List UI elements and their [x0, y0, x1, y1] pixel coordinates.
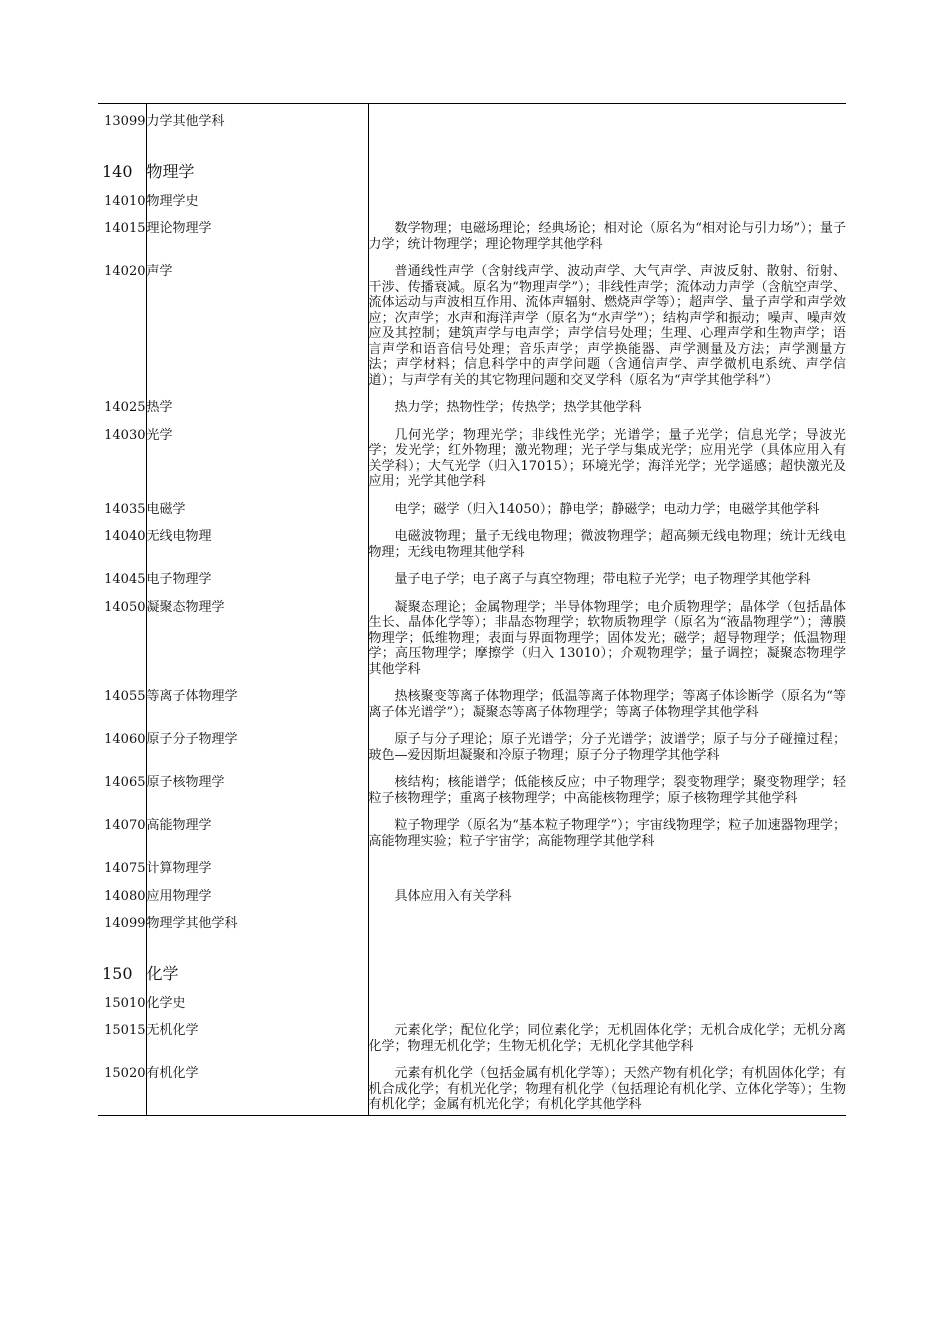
discipline-description — [368, 938, 846, 990]
discipline-name: 原子核物理学 — [146, 769, 368, 812]
discipline-code: 14080 — [98, 883, 146, 911]
discipline-code: 15020 — [98, 1060, 146, 1115]
discipline-description — [368, 188, 846, 216]
discipline-code: 14015 — [98, 215, 146, 258]
discipline-row — [98, 1017, 846, 1060]
discipline-row — [98, 1060, 846, 1115]
discipline-description: 粒子物理学（原名为“基本粒子物理学”）；宇宙线物理学；粒子加速器物理学；高能物理实验；粒子宇宙学；高能物理学其他学科 — [368, 818, 846, 849]
discipline-row — [98, 188, 846, 216]
discipline-row — [98, 523, 846, 566]
discipline-code: 150 — [98, 938, 146, 990]
discipline-description — [368, 104, 846, 136]
discipline-name: 凝聚态物理学 — [146, 594, 368, 684]
discipline-description — [368, 136, 846, 188]
discipline-description: 数学物理；电磁场理论；经典场论；相对论（原名为“相对论与引力场”）；量子力学；统计物理学；理论物理学其他学科 — [368, 221, 846, 252]
discipline-name: 物理学其他学科 — [146, 910, 368, 938]
discipline-row — [98, 910, 846, 938]
discipline-description: 具体应用入有关学科 — [394, 888, 512, 904]
discipline-name: 光学 — [146, 422, 368, 496]
discipline-row — [98, 769, 846, 812]
discipline-code: 13099 — [98, 104, 146, 136]
discipline-code: 14045 — [98, 566, 146, 594]
discipline-name: 物理学 — [146, 136, 368, 188]
discipline-name: 理论物理学 — [146, 215, 368, 258]
discipline-name: 物理学史 — [146, 188, 368, 216]
discipline-row — [98, 812, 846, 855]
discipline-code: 14040 — [98, 523, 146, 566]
discipline-code: 15010 — [98, 990, 146, 1018]
discipline-name: 计算物理学 — [146, 855, 368, 883]
discipline-row — [98, 104, 846, 136]
discipline-code: 14025 — [98, 394, 146, 422]
discipline-description: 普通线性声学（含射线声学、波动声学、大气声学、声波反射、散射、衍射、干涉、传播衰减。原名为“物理声学”）；非线性声学；流体动力声学（含航空声学、流体运动与声波相互作用、流体声辐射、燃烧声学等）；超声学、量子声学和声学效应；次声学；水声和海洋声学（原名为“水声学”）；结构声学和振动；噪声、噪声效应及其控制；建筑声学与电声学；声学信号处理；生理、心理声学和生物声学；语言声学和语音信号处理；音乐声学；声学换能器、声学测量及方法；声学测量方法；声学材料；信息科学中的声学问题（含通信声学、声学微机电系统、声学信道）；与声学有关的其它物理问题和交叉学科（原名为“声学其他学科”） — [368, 264, 846, 388]
discipline-row — [98, 855, 846, 883]
table-body — [98, 104, 846, 1116]
discipline-row — [98, 394, 846, 422]
discipline-description: 几何光学；物理光学；非线性光学；光谱学；量子光学；信息光学；导波光学；发光学；红外物理；激光物理；光子学与集成光学；应用光学（具体应用入有关学科）；大气光学（归入17015）；环境光学；海洋光学；光学遥感；超快激光及应用；光学其他学科 — [368, 427, 846, 489]
discipline-description: 元素化学；配位化学；同位素化学；无机固体化学；无机合成化学；无机分离化学；物理无机化学；生物无机化学；无机化学其他学科 — [368, 1023, 846, 1054]
discipline-code: 14020 — [98, 258, 146, 394]
discipline-description — [368, 855, 846, 883]
discipline-row — [98, 566, 846, 594]
discipline-row — [98, 496, 846, 524]
discipline-description: 原子与分子理论；原子光谱学；分子光谱学；波谱学；原子与分子碰撞过程；玻色—爱因斯坦凝聚和冷原子物理；原子分子物理学其他学科 — [368, 732, 846, 763]
discipline-row — [98, 258, 846, 394]
discipline-row — [98, 683, 846, 726]
discipline-row — [98, 990, 846, 1018]
discipline-description: 电学；磁学（归入14050）；静电学；静磁学；电动力学；电磁学其他学科 — [394, 501, 820, 517]
discipline-code: 14050 — [98, 594, 146, 684]
discipline-code: 15015 — [98, 1017, 146, 1060]
discipline-description — [368, 990, 846, 1018]
discipline-name: 电子物理学 — [146, 566, 368, 594]
discipline-description: 热核聚变等离子体物理学；低温等离子体物理学；等离子体诊断学（原名为“等离子体光谱学”）；凝聚态等离子体物理学；等离子体物理学其他学科 — [368, 689, 846, 720]
discipline-description: 电磁波物理；量子无线电物理；微波物理学；超高频无线电物理；统计无线电物理；无线电物理其他学科 — [368, 529, 846, 560]
discipline-description — [368, 910, 846, 938]
discipline-code: 14099 — [98, 910, 146, 938]
discipline-code: 14070 — [98, 812, 146, 855]
discipline-row — [98, 883, 846, 911]
discipline-name: 化学史 — [146, 990, 368, 1018]
discipline-code: 14065 — [98, 769, 146, 812]
discipline-description: 元素有机化学（包括金属有机化学等）；天然产物有机化学；有机固体化学；有机合成化学；有机光化学；物理有机化学（包括理论有机化学、立体化学等）；生物有机化学；金属有机光化学；有机化学其他学科 — [368, 1066, 846, 1112]
discipline-code: 14035 — [98, 496, 146, 524]
discipline-classification-table — [98, 103, 846, 1116]
discipline-code: 14055 — [98, 683, 146, 726]
discipline-name: 等离子体物理学 — [146, 683, 368, 726]
discipline-name: 高能物理学 — [146, 812, 368, 855]
discipline-description: 量子电子学；电子离子与真空物理；带电粒子光学；电子物理学其他学科 — [394, 572, 811, 587]
discipline-code: 14060 — [98, 726, 146, 769]
discipline-name: 热学 — [146, 394, 368, 422]
discipline-name: 无线电物理 — [146, 523, 368, 566]
discipline-name: 应用物理学 — [146, 883, 368, 911]
discipline-name: 力学其他学科 — [146, 104, 368, 136]
major-discipline-row — [98, 136, 846, 188]
discipline-description: 热力学；热物性学；传热学；热学其他学科 — [394, 400, 642, 415]
major-discipline-row — [98, 938, 846, 990]
discipline-code: 14030 — [98, 422, 146, 496]
discipline-code: 140 — [98, 136, 146, 188]
discipline-row — [98, 726, 846, 769]
discipline-row — [98, 215, 846, 258]
discipline-name: 化学 — [146, 938, 368, 990]
discipline-name: 声学 — [146, 258, 368, 394]
discipline-name: 无机化学 — [146, 1017, 368, 1060]
discipline-row — [98, 594, 846, 684]
discipline-name: 电磁学 — [146, 496, 368, 524]
discipline-name: 原子分子物理学 — [146, 726, 368, 769]
discipline-code: 14010 — [98, 188, 146, 216]
discipline-row — [98, 422, 846, 496]
discipline-description: 核结构；核能谱学；低能核反应；中子物理学；裂变物理学；聚变物理学；轻粒子核物理学；重离子核物理学；中高能核物理学；原子核物理学其他学科 — [368, 775, 846, 806]
discipline-name: 有机化学 — [146, 1060, 368, 1115]
discipline-code: 14075 — [98, 855, 146, 883]
discipline-description: 凝聚态理论；金属物理学；半导体物理学；电介质物理学；晶体学（包括晶体生长、晶体化学等）；非晶态物理学；软物质物理学（原名为“液晶物理学”）；薄膜物理学；低维物理；表面与界面物理学；固体发光；磁学；超导物理学；低温物理学；高压物理学；摩擦学（归入 13010）；介观物理学；量子调控；凝聚态物理学其他学科 — [368, 599, 846, 677]
